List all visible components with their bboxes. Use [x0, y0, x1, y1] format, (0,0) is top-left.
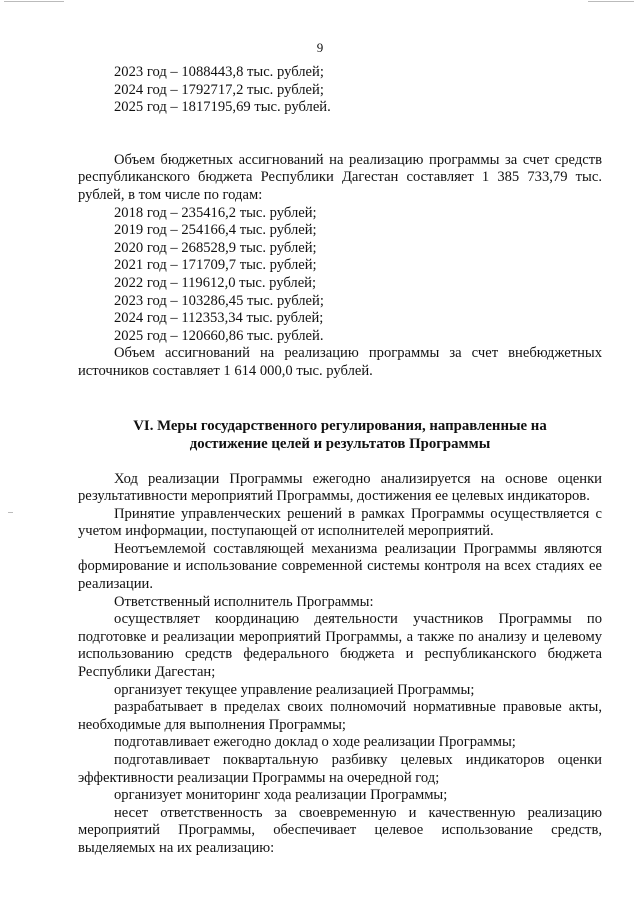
scan-artifact-top-left: [4, 1, 64, 2]
republic-budget-years-list: [78, 205, 602, 346]
year-line: 2024 год – 112353,34 тыс. рублей;: [114, 310, 324, 327]
year-line: 2022 год – 119612,0 тыс. рублей;: [114, 274, 317, 291]
document-body: [78, 64, 602, 858]
year-line: 2023 год – 1088443,8 тыс. рублей;: [114, 64, 324, 80]
page-number: 9: [316, 40, 324, 55]
paragraph: Неотъемлемой составляющей механизма реализации Программы являются формирование и использование современной системы контроля на всех стадиях ее реализации.: [78, 540, 602, 593]
paragraph: организует текущее управление реализацией Программы;: [114, 681, 475, 698]
year-line: 2018 год – 235416,2 тыс. рублей;: [114, 204, 317, 221]
section-heading-line-2: достижение целей и результатов Программы: [189, 435, 491, 452]
extra-budget-paragraph: Объем ассигнований на реализацию программы за счет внебюджетных источников составляет 1 614 000,0 тыс. рублей.: [78, 345, 602, 379]
scan-artifact-top-right: [588, 1, 634, 2]
top-years-list: [78, 64, 602, 117]
paragraph: осуществляет координацию деятельности участников Программы по подготовке и реализации мероприятий Программы, а также по анализу и целевому использованию средств федерального бюджета и республиканского бюджета Республики Дагестан;: [78, 611, 602, 681]
year-line: 2023 год – 103286,45 тыс. рублей;: [114, 292, 324, 309]
section-heading-line-1: VI. Меры государственного регулирования, направленные на: [133, 417, 547, 434]
year-line: 2019 год – 254166,4 тыс. рублей;: [114, 222, 317, 239]
paragraph: организует мониторинг хода реализации Программы;: [114, 787, 448, 804]
paragraph: Ход реализации Программы ежегодно анализируется на основе оценки результативности мероприятий Программы, достижения ее целевых индикаторов.: [78, 470, 602, 505]
year-line: 2025 год – 120660,86 тыс. рублей.: [114, 327, 324, 344]
paragraph: разрабатывает в пределах своих полномочий нормативные правовые акты, необходимые для выполнения Программы;: [78, 699, 602, 733]
section-paragraphs: [78, 471, 602, 858]
year-line: 2024 год – 1792717,2 тыс. рублей;: [114, 81, 324, 98]
year-line: 2025 год – 1817195,69 тыс. рублей.: [114, 99, 331, 116]
scan-artifact-left-margin: [8, 512, 13, 513]
year-line: 2020 год – 268528,9 тыс. рублей;: [114, 239, 317, 256]
paragraph: подготавливает ежегодно доклад о ходе реализации Программы;: [114, 734, 516, 751]
paragraph: Принятие управленческих решений в рамках Программы осуществляется с учетом информации, поступающей от исполнителей мероприятий.: [78, 505, 602, 540]
republic-budget-intro: Объем бюджетных ассигнований на реализацию программы за счет средств республиканского бюджета Республики Дагестан составляет 1 385 733,79 тыс. рублей, в том числе по годам:: [78, 151, 602, 203]
section-heading: [78, 417, 602, 453]
paragraph: подготавливает поквартальную разбивку целевых индикаторов оценки эффективности реализации Программы на очередной год;: [78, 752, 602, 786]
paragraph: Ответственный исполнитель Программы:: [114, 593, 374, 610]
paragraph: несет ответственность за своевременную и качественную реализацию мероприятий Программы, обеспечивает целевое использование средств, выделяемых на их реализацию:: [78, 804, 602, 856]
year-line: 2021 год – 171709,7 тыс. рублей;: [114, 257, 317, 274]
